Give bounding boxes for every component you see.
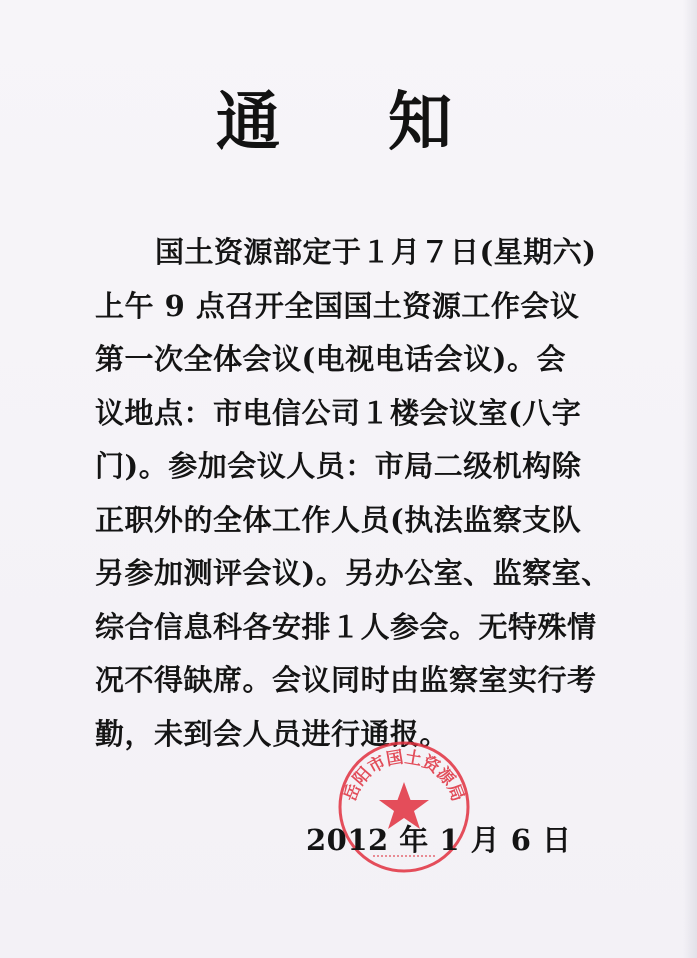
body-line-8: 综合信息科各安排１人参会。无特殊情 — [95, 609, 597, 644]
body-line-5: 门)。参加会议人员：市局二级机构除 — [95, 449, 582, 483]
title-char-2: 知 — [388, 85, 452, 160]
body-line-3: 第一次全体会议(电视电话会议)。会 — [95, 342, 566, 376]
body-line-10: 勤，未到会人员进行通报。 — [95, 716, 450, 751]
body-line-2: 上午 9 点召开全国国土资源工作会议 — [95, 288, 580, 323]
body-line-4: 议地点：市电信公司１楼会议室(八字 — [95, 395, 582, 430]
document-title — [0, 78, 697, 168]
notice-body — [95, 226, 611, 761]
seal-text: 岳阳市国土资源局 — [340, 747, 468, 805]
body-line-1: 国土资源部定于１月７日(星期六) — [155, 235, 597, 269]
notice-date: 2012 年 1 月 6 日 — [306, 823, 572, 857]
title-char-1: 通 — [216, 85, 280, 160]
body-line-6: 正职外的全体工作人员(执法监察支队 — [95, 502, 582, 537]
body-line-9: 况不得缺席。会议同时由监察室实行考 — [95, 663, 597, 697]
body-line-7: 另参加测评会议)。另办公室、监察室、 — [95, 556, 611, 590]
scan-edge-shadow — [683, 0, 697, 958]
